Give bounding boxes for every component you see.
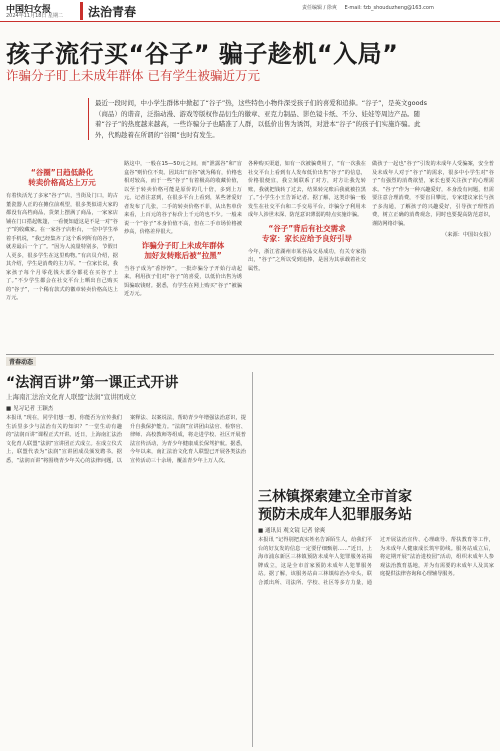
page-header (0, 0, 500, 22)
column-text: 当谷子成为“香饽饽”，一批诈骗分子开始行动起来。利用孩子们对“谷子”的喜爱，以低价出售为诱饵骗取钱财。据悉，有学生在网上购买“谷子”被骗近万元。 (124, 265, 242, 297)
story2-byline: ■ 见习记者 王颖杰 (6, 406, 54, 412)
source-credit: （来源：中国妇女报） (442, 232, 494, 238)
main-headline: 孩子流行买“谷子” 骗子趁机“入局” (6, 40, 399, 68)
main-subheadline: 诈骗分子盯上未成年群体 已有学生被骗近万元 (6, 68, 260, 83)
column-subhead: “谷圈”日趋低龄化 转卖价格高达上万元 (28, 168, 96, 187)
column-text: 今年，浙江省湖州市某谷品交易成功，有关专家指出，“谷子”之所以受到追捧，是因为其承载着社交属性。 (248, 248, 366, 272)
column-text: 各种购买渠道，如有一次被骗费用了，“有一次我在社交平台上看到有人发布低价出售“谷子”的信息，价格很便宜，我立刻联系了对方，对方让我先转账，我就把钱转了过去，结果转完账后我就被拉黑了。”小学生小王告诉记者。据了解，这类诈骗一般发生在社交平台和二手交易平台，诈骗分子利用未成年人涉世未深、防范意识薄弱的特点实施诈骗。 (248, 161, 366, 218)
lead-paragraph: 最近一段时间，中小学生群体中掀起了“谷子”热，这些特色小物件深受孩子们的喜爱和追捧。“谷子”，是英文goods（商品）的谐音，泛指动漫、游戏等版权作品衍生的徽章、亚克力制品、影色镜卡纸、不分、娃娃等周边产品。随着“谷子”的热度越来越高，一些诈骗分子也瞄准了人群，以低价出售为诱饵，对进本“谷子”的孩子们实施诈骗。此外，代购趁着在所谓的“谷圈”也时有发生。 (88, 98, 433, 140)
editor-name: 责任编辑 / 徐爽 (302, 5, 337, 11)
editor-info (302, 4, 440, 11)
story2-subheadline: 上海南汇法治文化育人联盟“法润”宣讲团成立 (6, 393, 137, 401)
paper-name: 中国妇女报 (6, 5, 52, 15)
story3-body: 本报讯 “记得别把真实姓名告诉陌生人，给我们平台的好友发的信息一定要仔细甄别……”近日，上海市浦东新区三林镇预防未成年人犯罪服务站揭牌成立，这是全市首家预防未成年人犯罪服务站。据了解，该服务站由三林镇综治办牵头，联合派出所、司法所、学校、社区等多方力量，通过开展法治宣传、心理疏导、帮扶教育等工作，为未成年人健康成长筑牢防线。服务站成立后，将定期开展“法治进校园”活动，组织未成年人参观法治教育基地，并为有需要的未成年人及其家庭提供法律咨询和心理辅导服务。 (258, 537, 494, 586)
story2-body: 本报讯 “现在，同学们想一想，你能否为宣传我们生活里多少与法治有关的知识？”一堂生动有趣的“法润百讲”课程正式开讲。近日，上海南汇法治文化育人联盟“法润”宣讲团正式成立。在成立仪式上，联盟代表为“法润”宣讲团成员颁发聘书。据悉，“法润百讲”将围绕青少年关心的法律问题，以案释法、以案说法，帮助青少年增强法治意识，提升自我保护能力。“法润”宣讲团由法官、检察官、律师、高校教师等组成，将走进学校、社区开展普法宣传活动，为青少年健康成长保驾护航。据悉，今年以来，南汇法治文化育人联盟已开展各类法治宣传活动三十余场，覆盖青少年上万人次。 (6, 415, 246, 464)
column-text: 路这中，一般在15—50元之间，而“泄露谷”和“盲盒谷”则价位不贵。因其出“盲谷”就为稀有，价格也相对较高，而于一些“谷子”有着极高的收藏价值，以至于转卖价格可能是原价的几十倍，多到上万元。记者注意到，在很多平台上看到，某些著爱好者发布了几张，二手的转卖价格不菲，从出售单价来看，上百元的谷子标价上千元的也不少。一般来说一个“谷子”本身价值不高，但在二手市场价格被炒高，价格差异很大。 (124, 161, 242, 235)
story1-column-1 (6, 164, 118, 350)
story2-headline: “法润百讲”第一课正式开讲 (6, 375, 179, 391)
header-accent-bar (80, 2, 83, 20)
editor-email: E-mail: fzb_shouduzheng@163.com (344, 5, 434, 11)
paper-date: 2024年11月18日 星期二 (6, 13, 64, 19)
column-divider (252, 372, 253, 747)
column-text: 做孩子一起也“谷子”引发的未成年人受骗案，安全普及未成年人对于“谷子”的需求，很多中小学生对“谷子”有强烈的消费欲望，家长也要关注孩子的心理需求。“谷子”作为一种兴趣爱好，本身没有问题，但需要注意合理消费，不要盲目攀比，专家建议家长与孩子多沟通，了解孩子的兴趣爱好，引导孩子理性消费，树立正确的消费观念，同时也要提高防范意识，谨防网络诈骗。 (372, 161, 494, 227)
section-title: 法治青春 (88, 5, 137, 19)
section-tag: 青春动态 (6, 357, 36, 366)
column-text: 有着快活光了多家“谷子”店，当街及门口，的古董瓷器人正的在摊位前观望，很多类似请大家的都没有高档商品，货架上摆满了商品，一家家店铺在门口搭起帐篷，一看便知道这是不是一对“谷子”的收藏家。在一家谷子店柜台，一位中学生举着手机说，“我已经集齐了这个系列所有的谷子，就差最后一个了”。“因为人流量特别多，节假日人更多，很多学生在这里购物。”有店员介绍，据其介绍，学生是消费的主力军。“一位家长说，我家孩子每个月零花钱大部分都花在买谷子上了。”不少学生都会在社交平台上晒出自己购买的“谷子”，一个稀有款式的徽章转卖价格高达上万元。 (6, 193, 118, 301)
story1-column-3 (248, 160, 366, 350)
column-subhead: 诈骗分子盯上未成年群体 加好友转账后被“拉黑” (141, 240, 225, 260)
column-subhead: “谷子”背后有社交需求 专家：家长应给予良好引导 (262, 223, 352, 243)
story3-headline: 三林镇探索建立全市首家 预防未成年人犯罪服务站 (258, 489, 412, 523)
story3-byline: ■ 通讯员 观文镜 记者 徐爽 (258, 528, 326, 534)
story1-column-2 (124, 160, 242, 350)
section-divider (6, 354, 494, 355)
story1-column-4 (372, 160, 494, 350)
